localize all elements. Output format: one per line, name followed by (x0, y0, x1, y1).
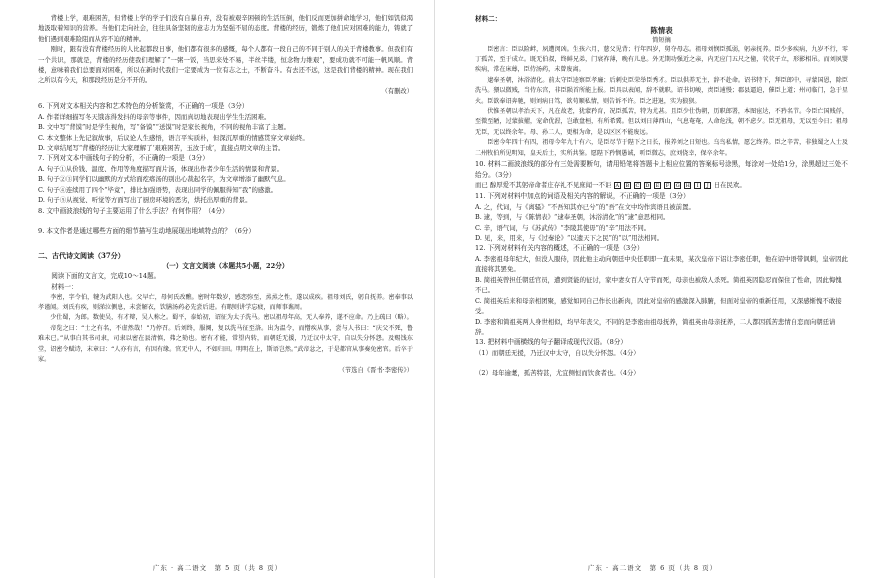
option-12b: B. 简祖英曾担任朝廷官员，遭到贤能的征讨，家中妻女百人守节而死，母亲也被敌人杀死。简祖英因隐忍而保住了性命，因此悔愧不已。 (475, 275, 842, 295)
boxes-prefix: 而已 (475, 181, 488, 190)
subsection-heading: （一）文言文阅读（本题共5小题，22分） (162, 261, 289, 270)
essay-paragraph: 背楼上学，艰难困苦，但背楼上学的学子们没有自暴自弃，没有被艰辛困顿的生活压倒，他们反而更加拼命地学习，他们如饥似渴地汲取着知识的营养。当他们走向社会，往往具备坚韧的意志力为坚强不屈的态度。背楼的经历，锻炼了他们应对困难的能力，铸就了他们遇到艰难险阻而从容不迫的精神。 (38, 15, 413, 43)
classical-text: 伏惟圣朝以孝治天下，凡在故老，犹蒙矜育，况臣孤苦，特为尤甚。且臣少仕伪朝，历职郎署，本图宦达，不矜名节。今臣亡国贱俘，至微至陋，过蒙拔擢，宠命优渥，岂敢盘桓，有所希冀。但以刘日薄西山，气息奄奄，人命危浅，朝不虑夕。臣无祖母，无以至今日；祖母无臣，无以终余年。母、孙二人，更相为命，是以区区不能废远。 (475, 108, 848, 136)
option-12d: D. 李密和简祖英两人身世相似，均早年丧父，不同的是李密由祖母抚养，简祖英由母亲抚养，二人都因孤苦悲情自恋而向朝廷请辞。 (475, 317, 836, 336)
option-6d: D. 文章结尾写“背楼的经历让大家理解了‘艰难困苦，玉汝于成’，直接点明文章的主旨。 (38, 144, 285, 153)
classical-text: 逮奉圣朝，沐浴清化。前太守臣逵察臣孝廉；后刺史臣荣举臣秀才。臣以供养无主，辞不赴命。诏书特下，拜臣郎中，寻蒙国恩，除臣洗马。猥以微贱，当侍东宫，非臣陨首所能上报。臣具以表闻，辞不就职。诏书切峻，责臣逋慢；郡县逼迫，催臣上道；州司临门，急于星火。臣欲奉诏奔驰，则刘病日笃，欲苟顺私情，则告诉不许。臣之进退，实为狼狈。 (475, 76, 848, 105)
answer-box-b[interactable]: B (625, 182, 630, 189)
classical-text: 帝览之曰：“士之有名，不虚然哉！”乃停召。后刘终，服阕，复以洗马征至洛。出为温令，而憎疾从事，尝与人书曰：“庆父不死，鲁难未已。”从事白其书司隶，司隶以密在县清慎，弗之劾也。密有才能，常望内转，而朝廷无援，乃迁汉中太守，自以失分怀怨。及赐饯东堂，诏密令赋诗，末章曰：“人亦有言，有因有缘。官无中人，不如归田。明明在上，斯语岂然。”武帝忿之，于是都官从事奏免密官。后卒于家。 (38, 324, 413, 364)
essay-title: 陈情表 (650, 25, 673, 35)
option-7a: A. 句子①从价钱、温度、作用等角度描写面片汤，体现出作者少年生活的情景和背景。 (38, 165, 284, 174)
boxes-middle: 醇厚爱不其躬帝命者庄存礼不见庶闻一不讵 (489, 181, 612, 190)
classical-text: 李密，字令伯，犍为武阳人也。父早亡，母何氏改醮。密时年数岁，感恋弥至，烝烝之性，遂以成疾。祖母刘氏，躬自抚养。密奉事以孝谨闻。刘氏有疾，则涕泣侧息，未尝解衣，饮膳汤药必先尝后进。有暇则讲学忘疲，而师事谯周。 (38, 293, 413, 312)
option-11d: D. 见，来，用来，与《过秦论》“以遗天下之民”的“以”用法相同。 (475, 234, 664, 243)
option-7c: C. 句子④连续用了四个“毕竟”，排比加强语势，表现出同学的佩服得知“我”的感激。 (38, 185, 278, 194)
answer-box-j[interactable]: J (704, 182, 711, 189)
option-12c: C. 简祖英后来和母亲相团聚，感觉如同自己作长出新肉，因此对皇帝的感激深入肺腑，但面对皇帝的重新任用，又深感惭愧不敢接受。 (475, 296, 842, 316)
material-label: 材料一： (51, 283, 78, 292)
answer-box-g[interactable]: G (675, 182, 680, 189)
boxes-suffix: 日在民欢。 (713, 181, 746, 190)
translation-1: （1）而朝廷无援，乃迁汉中太守，自以失分怀怨。（4分） (475, 348, 640, 357)
option-12a: A. 李密祖母年纪大，但没人服侍，因此他主动向朝廷中央任职即一直未果，某次皇帝下诏让李密任职，他在诏中语带讽刺，皇帝因此直接将其罢免。 (475, 255, 848, 274)
answer-box-h[interactable]: H (685, 182, 690, 189)
question-11: 11. 下列对材料中加点的词语及相关内容的解说，不正确的一项是（3分） (475, 192, 690, 201)
answer-box-a[interactable]: A (615, 182, 620, 189)
essay-author: 简短摘 (652, 36, 671, 44)
option-7b: B. 句子②③同学们以幽默的方式给面疙瘩汤的别出心裁起名字，为文章增添了幽默气息。 (38, 175, 290, 184)
option-11b: B. 逮，等到，与《陈情表》“逮奉圣朝，沐浴清化”的“逮”意思相同。 (475, 213, 670, 222)
option-6a: A. 作者详细描写冬天饿冻得发抖的母亲等事件，因而真切地表现出学生生活困难。 (38, 112, 271, 121)
answer-box-c[interactable]: C (635, 182, 640, 189)
question-8: 8. 文中画波浪线的句子主要运用了什么手法？有何作用？（4分） (38, 206, 229, 215)
question-7: 7. 下列对文本中画线句子的分析，不正确的一项是（3分） (38, 154, 209, 163)
question-12: 12. 下列对材料有关内容的概述，不正确的一项是（3分） (475, 244, 644, 253)
answer-box-f[interactable]: F (665, 182, 670, 189)
option-11a: A. 之，代词，与《离骚》“不吾知其亦已兮”的“吾”在文中均作宾语且被前置。 (475, 202, 695, 211)
section-heading: 二、古代诗文阅读（37分） (38, 250, 125, 260)
page-footer: 广东 · 高二语文 第 5 页（共 8 页） (152, 564, 283, 572)
right-page (435, 0, 870, 578)
question-9: 9. 本文作者是通过哪些方面的细节描写生动地展现出地域特点的？（6分） (38, 227, 255, 236)
punctuation-boxes (475, 180, 848, 191)
question-6: 6. 下列对文本相关内容和艺术特色的分析鉴赏，不正确的一项是（3分） (38, 102, 249, 111)
question-13: 13. 把材料中画横线的句子翻译成现代汉语。（8分） (475, 338, 627, 347)
option-11c: C. 辛，语气词，与《苏武传》“李陵其使毋”的“辛”用法不同。 (475, 223, 651, 232)
classical-text: 臣密今年四十有四，祖母今年九十有六，是臣尽节于陛下之日长，报养刘之日短也。乌鸟私情，愿乞终养。臣之辛苦，非独蜀之人士及二州牧伯所见明知，皇天后土，实所共鉴。愿陛下矜悯愚诚，听臣微志，庶刘侥幸，保卒余年。 (475, 139, 848, 157)
essay-paragraph: 刚时，跟有没有背楼经历的人比起都段日事，他们都有很多的感慨，每个人都有一段自己的不同于别人的关于背楼教事。但我们有一个共识，那就是，背楼的经历使我们理解了“一粥一饭，当思来处不易，半丝半缕，恒念物力维艰”，要成功就不可能一帆风顺。背楼，意味着我们总要面对困难，所以在新时代我们一定要成为一位有志之士，不断奋斗。有去还不远，这是我们背楼的精神。现在我们之所以有今天，和那段经历是分不开的。 (38, 46, 413, 85)
option-6c: C. 本文整体上先记叙故事，后议论人生感悟，语言平实质朴，但深沉厚重的情感贯穿文章始终。 (38, 133, 309, 142)
question-10: 10. 材料二画波浪线的部分有三处需要断句，请用铅笔将答题卡上相应位置的答案标号涂黑，每涂对一处给1分，涂黑超过三处不给分。（3分） (475, 160, 848, 179)
classical-text: 少仕蜀，为郎。数使吴，有才辩，吴人称之。蜀平，泰始初，诏征为太子洗马。密以祖母年高，无人奉养，遂不应命。乃上疏曰（略）。 (50, 314, 413, 322)
answer-box-d[interactable]: D (645, 182, 650, 189)
excerpt-source: （节选自《晋书·李密传》） (338, 366, 413, 374)
material-label: 材料二： (475, 15, 502, 23)
option-7d: D. 句子⑤从视觉、听觉等方面写出了厨房环境的恶劣，烘托出厚重的背景。 (38, 196, 252, 205)
answer-box-e[interactable]: E (655, 182, 660, 189)
option-6b: B. 文中写“背馍”时是学生视角，写“备馍”“送馍”时是家长视角，不同的视角丰富了主题。 (38, 123, 291, 132)
translation-2: （2）母年逾耄，孤苦特甚，尤宜侧恒而饮食者也。（4分） (475, 369, 640, 378)
answer-box-i[interactable]: I (694, 182, 701, 189)
source-note: （有删改） (381, 87, 413, 95)
classical-text: 臣密言：臣以险衅，夙遭闵凶。生孩六月，慈父见背；行年四岁，舅夺母志。祖母刘悯臣孤弱，躬亲抚养。臣少多疾病，九岁不行，零丁孤苦，至于成立。既无伯叔，终鲜兄弟，门衰祚薄，晚有儿息。外无期功强近之亲，内无应门五尺之僮，茕茕孑立，形影相吊。而刘夙婴疾病，常在床蓐，臣侍汤药，未曾废离。 (475, 45, 848, 74)
page-footer: 广东 · 高二语文 第 6 页（共 8 页） (587, 564, 718, 572)
reading-intro: 阅读下面的文言文，完成10～14题。 (51, 272, 161, 281)
